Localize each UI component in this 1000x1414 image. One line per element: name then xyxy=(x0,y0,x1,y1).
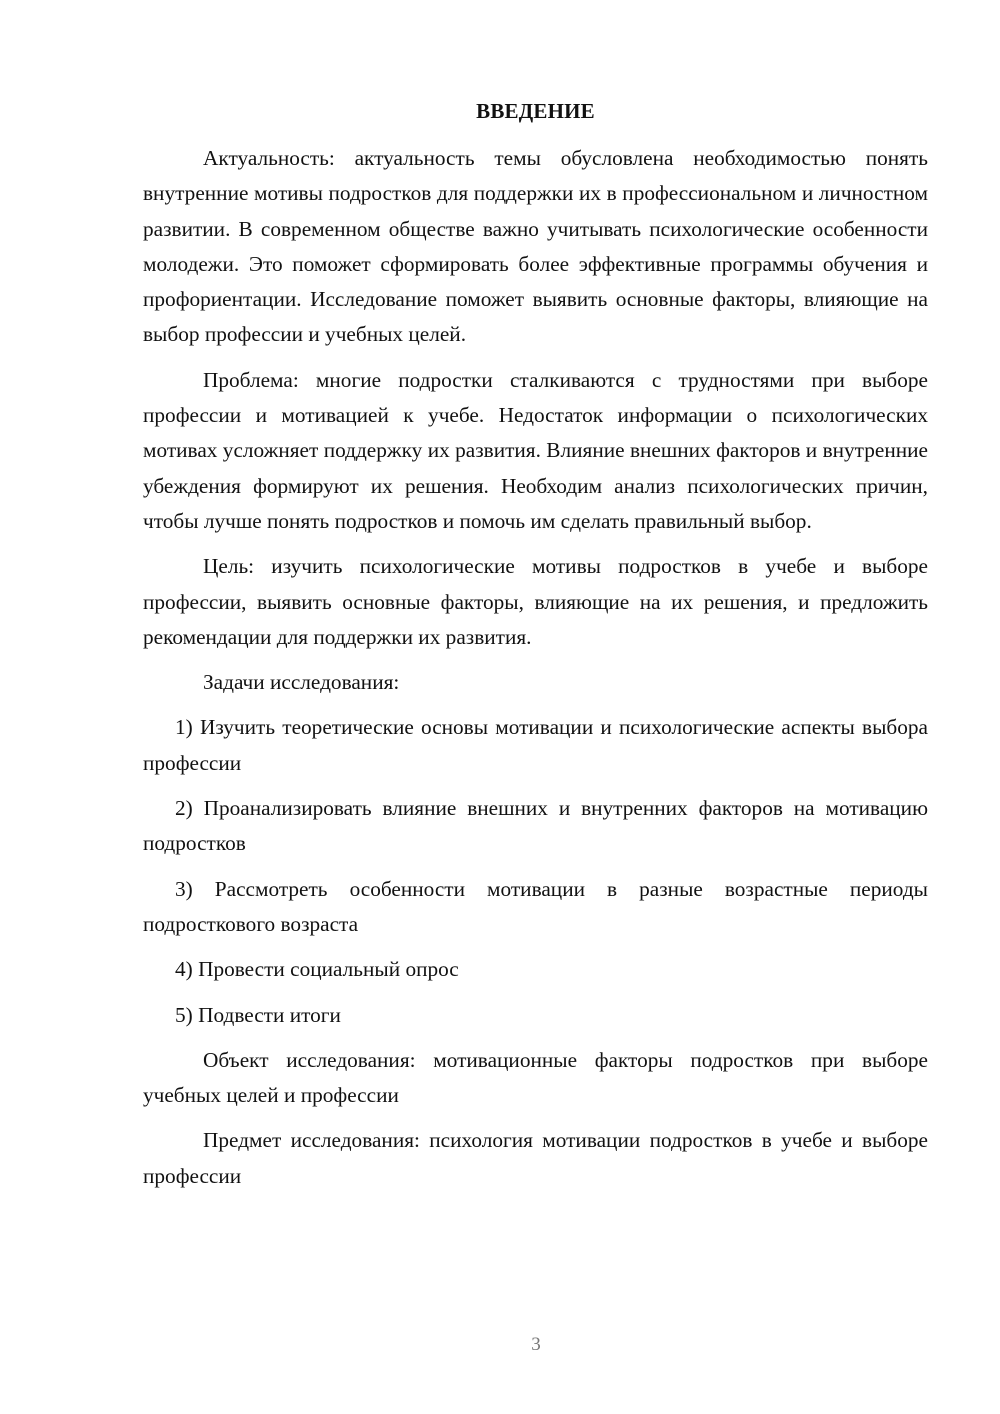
task-item: 3) Рассмотреть особенности мотивации в разные возрастные периоды подросткового возраста xyxy=(143,876,928,936)
task-item: 5) Подвести итоги xyxy=(175,1002,341,1027)
section-title: ВВЕДЕНИЕ xyxy=(476,99,595,123)
goal-paragraph: Цель: изучить психологические мотивы подростков в учебе и выборе профессии, выявить основные факторы, влияющие на их решения, и предложить рекомендации для поддержки их развития. xyxy=(143,554,928,649)
object-paragraph: Объект исследования: мотивационные факторы подростков при выборе учебных целей и профессии xyxy=(143,1047,928,1108)
document-page xyxy=(143,95,928,1204)
task-item: 1) Изучить теоретические основы мотивации и психологические аспекты выбора профессии xyxy=(143,715,928,775)
subject-paragraph: Предмет исследования: психология мотивации подростков в учебе и выборе профессии xyxy=(143,1128,928,1188)
task-item: 4) Провести социальный опрос xyxy=(175,957,459,982)
problem-paragraph: Проблема: многие подростки сталкиваются с трудностями при выборе профессии и мотивацией к учебе. Недостаток информации о психологических мотивах усложняет поддержку их развития. Влияние внешних факторов и внутренние убеждения формируют их решения. Необходим анализ психологических причин, чтобы лучше понять подростков и помочь им сделать правильный выбор. xyxy=(143,367,928,533)
task-item: 2) Проанализировать влияние внешних и внутренних факторов на мотивацию подростков xyxy=(143,796,928,856)
relevance-paragraph: Актуальность: актуальность темы обусловлена необходимостью понять внутренние мотивы подростков для поддержки их в профессиональном и личностном развитии. В современном обществе важно учитывать психологические особенности молодежи. Это поможет сформировать более эффективные программы обучения и профориентации. Исследование поможет выявить основные факторы, влияющие на выбор профессии и учебных целей. xyxy=(143,146,928,347)
page-number: 3 xyxy=(531,1334,541,1355)
tasks-heading: Задачи исследования: xyxy=(203,670,400,695)
